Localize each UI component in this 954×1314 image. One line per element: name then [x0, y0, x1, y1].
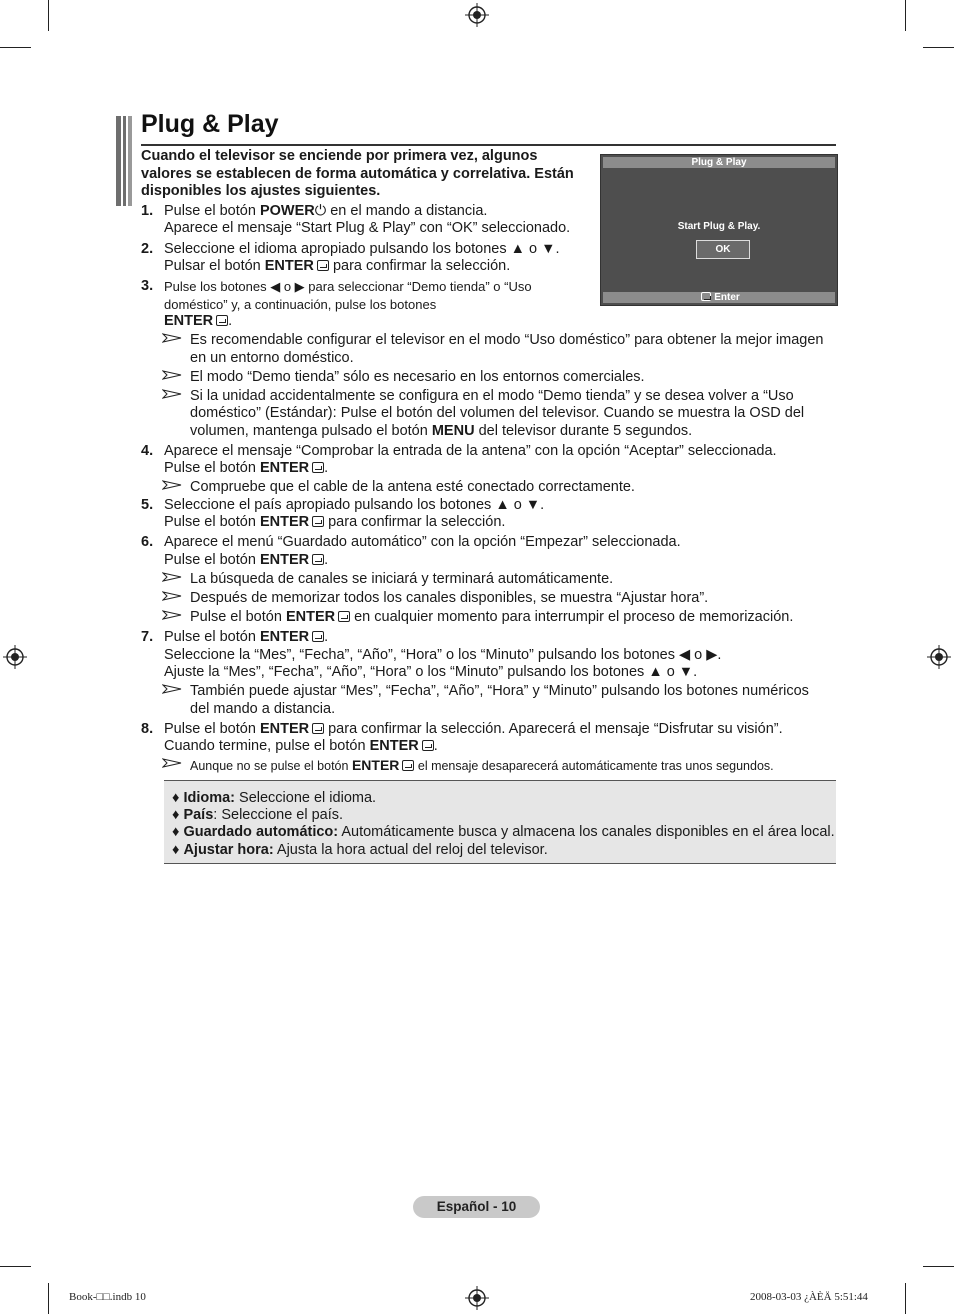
step-text: Ajuste la “Mes”, “Fecha”, “Año”, “Hora” o los “Minuto” pulsando los botones ▲ o ▼. — [164, 664, 698, 680]
note-text: doméstico” (Estándar): Pulse el botón del volumen del televisor. Cuando se muestra la OSD del — [190, 405, 805, 421]
step-text: Seleccione el idioma apropiado pulsando los botones ▲ o ▼. — [164, 241, 560, 257]
crop-mark — [905, 0, 906, 31]
title-rule — [141, 144, 836, 146]
step-text: Pulse el botón ENTER para confirmar la selección. — [164, 514, 506, 530]
note-arrow-icon — [162, 591, 182, 601]
step-number: 2. — [141, 241, 154, 257]
slug-left: Book-□□.indb 10 — [69, 1291, 146, 1303]
summary-box — [164, 780, 836, 864]
enter-icon — [312, 554, 324, 565]
registration-mark-icon — [465, 1286, 489, 1310]
note-arrow-icon — [162, 389, 182, 399]
enter-icon — [317, 260, 329, 271]
intro-text: Cuando el televisor se enciende por primera vez, algunos valores se establecen de forma automática y correlativa. Están disponibles los ajustes siguientes. — [141, 148, 574, 199]
step-text: Pulse el botón ENTER para confirmar la selección. Aparecerá el mensaje “Disfrutar su visión”. — [164, 721, 783, 737]
enter-icon — [422, 740, 434, 751]
osd-footer-label: Enter — [714, 292, 740, 303]
note-text: del mando a distancia. — [190, 701, 336, 717]
note-text: en un entorno doméstico. — [190, 350, 354, 366]
step-text: Seleccione el país apropiado pulsando los botones ▲ o ▼. — [164, 497, 545, 513]
note-text: El modo “Demo tienda” sólo es necesario en los entornos comerciales. — [190, 369, 645, 385]
note-text: Después de memorizar todos los canales disponibles, se muestra “Ajustar hora”. — [190, 590, 709, 606]
step-number: 7. — [141, 629, 154, 645]
osd-footer — [603, 292, 835, 303]
step-text: Aparece el menú “Guardado automático” con la opción “Empezar” seleccionada. — [164, 534, 681, 550]
osd-message: Start Plug & Play. — [677, 221, 761, 232]
page-number-badge: Español - 10 — [413, 1196, 540, 1218]
enter-icon — [312, 462, 324, 473]
note-text: Si la unidad accidentalmente se configura en el modo “Demo tienda” y se desea volver a “Uso — [190, 388, 794, 404]
crop-mark — [923, 47, 954, 48]
note-arrow-icon — [162, 572, 182, 582]
note-text: Compruebe que el cable de la antena esté conectado correctamente. — [190, 479, 635, 495]
crop-mark — [0, 47, 31, 48]
enter-icon — [701, 292, 711, 301]
step-text: Pulsar el botón ENTER para confirmar la selección. — [164, 258, 511, 274]
step-text: Cuando termine, pulse el botón ENTER . — [164, 738, 438, 754]
note-text: La búsqueda de canales se iniciará y terminará automáticamente. — [190, 571, 614, 587]
note-arrow-icon — [162, 610, 182, 620]
slug-right: 2008-03-03 ¿ÀÈÄ 5:51:44 — [750, 1291, 868, 1303]
crop-mark — [905, 1283, 906, 1314]
step-text: Pulse el botón ENTER . — [164, 629, 329, 645]
step-number: 3. — [141, 278, 154, 294]
enter-icon — [312, 631, 324, 642]
step-text: Pulse el botón ENTER . — [164, 552, 329, 568]
summary-item: ♦ Idioma: Seleccione el idioma. — [172, 790, 377, 806]
osd-header: Plug & Play — [603, 157, 835, 168]
step-text: Pulse el botón POWER⏻ en el mando a distancia. — [164, 203, 488, 219]
step-text: Aparece el mensaje “Comprobar la entrada de la antena” con la opción “Aceptar” seleccionada. — [164, 443, 777, 459]
note-text: Aunque no se pulse el botón ENTER el mensaje desaparecerá automáticamente tras unos segundos. — [190, 757, 774, 773]
crop-mark — [48, 1283, 49, 1314]
enter-icon — [402, 760, 414, 771]
enter-icon — [312, 723, 324, 734]
crop-mark — [0, 1266, 31, 1267]
registration-mark-icon — [465, 3, 489, 27]
step-number: 4. — [141, 443, 154, 459]
step-text: Seleccione la “Mes”, “Fecha”, “Año”, “Hora” o los “Minuto” pulsando los botones ◀ o ▶. — [164, 647, 722, 663]
enter-icon — [216, 315, 228, 326]
enter-icon — [312, 516, 324, 527]
note-text: También puede ajustar “Mes”, “Fecha”, “Año”, “Hora” y “Minuto” pulsando los botones numéricos — [190, 683, 809, 699]
step-number: 1. — [141, 203, 154, 219]
note-arrow-icon — [162, 684, 182, 694]
registration-mark-icon — [927, 645, 951, 669]
note-arrow-icon — [162, 333, 182, 343]
note-text: Pulse el botón ENTER en cualquier momento para interrumpir el proceso de memorización. — [190, 609, 794, 625]
crop-mark — [48, 0, 49, 31]
osd-ok-button: OK — [696, 240, 750, 259]
step-number: 8. — [141, 721, 154, 737]
step-text: Pulse los botones ◀ o ▶ para seleccionar “Demo tienda” o “Uso — [164, 279, 532, 294]
note-arrow-icon — [162, 758, 182, 768]
page-title: Plug & Play — [141, 110, 279, 138]
enter-icon — [338, 611, 350, 622]
power-icon: ⏻ — [314, 203, 327, 219]
summary-item: ♦ Guardado automático: Automáticamente busca y almacena los canales disponibles en el área local. — [172, 824, 835, 840]
note-text: volumen, mantenga pulsado el botón MENU del televisor durante 5 segundos. — [190, 423, 693, 439]
step-text: Pulse el botón ENTER . — [164, 460, 329, 476]
step-text: ENTER . — [164, 313, 233, 329]
summary-item: ♦ Ajustar hora: Ajusta la hora actual del reloj del televisor. — [172, 842, 548, 858]
summary-item: ♦ País: Seleccione el país. — [172, 807, 344, 823]
note-arrow-icon — [162, 370, 182, 380]
note-text: Es recomendable configurar el televisor en el modo “Uso doméstico” para obtener la mejor imagen — [190, 332, 824, 348]
step-number: 5. — [141, 497, 154, 513]
step-text: Aparece el mensaje “Start Plug & Play” con “OK” seleccionado. — [164, 220, 571, 236]
osd-screen — [600, 154, 838, 306]
crop-mark — [923, 1266, 954, 1267]
registration-mark-icon — [3, 645, 27, 669]
step-text: doméstico” y, a continuación, pulse los botones — [164, 297, 437, 312]
step-number: 6. — [141, 534, 154, 550]
note-arrow-icon — [162, 480, 182, 490]
